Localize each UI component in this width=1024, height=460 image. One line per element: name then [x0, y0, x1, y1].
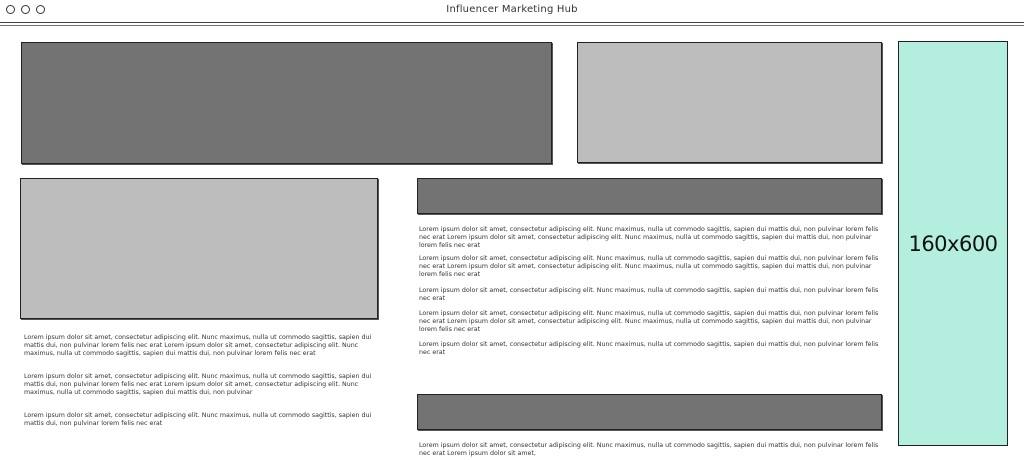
left-paragraph: Lorem ipsum dolor sit amet, consectetur adipiscing elit. Nunc maximus, nulla ut commodo sagittis, sapien dui mattis dui, non pulvinar lorem felis nec erat Lorem ipsum dolor sit amet, consectetur adipiscing elit. Nunc maximus, nulla ut commodo sagittis, sapien dui mattis dui, non pulvinar lorem felis nec erat — [24, 334, 372, 357]
ad-placeholder-160x600 — [898, 41, 1008, 446]
hero-image-placeholder — [21, 42, 552, 164]
middle-paragraph: Lorem ipsum dolor sit amet, consectetur adipiscing elit. Nunc maximus, nulla ut commodo sagittis, sapien dui mattis dui, non pulvinar lorem felis nec erat Lorem ipsum dolor sit amet, consectetur adipiscing elit. Nunc maximus, nulla ut commodo sagittis, sapien dui mattis dui, non pulvinar lorem felis nec erat — [419, 255, 879, 278]
left-image-placeholder — [20, 178, 378, 319]
left-paragraph: Lorem ipsum dolor sit amet, consectetur adipiscing elit. Nunc maximus, nulla ut commodo sagittis, sapien dui mattis dui, non pulvinar lorem felis nec erat Lorem ipsum dolor sit amet, consectetur adipiscing elit. Nunc maximus, nulla ut commodo sagittis, sapien dui mattis dui, non pulvinar — [24, 373, 372, 396]
middle-paragraph: Lorem ipsum dolor sit amet, consectetur adipiscing elit. Nunc maximus, nulla ut commodo sagittis, sapien dui mattis dui, non pulvinar lorem felis nec erat Lorem ipsum dolor sit amet, consectetur adipiscing elit. Nunc maximus, nulla ut commodo sagittis, sapien dui mattis dui, non pulvinar lorem felis nec erat — [419, 310, 879, 333]
middle-paragraph: Lorem ipsum dolor sit amet, consectetur adipiscing elit. Nunc maximus, nulla ut commodo sagittis, sapien dui mattis dui, non pulvinar lorem felis nec erat Lorem ipsum dolor sit amet, consectetur adipiscing elit. Nunc maximus, nulla ut commodo sagittis, sapien dui mattis dui, non pulvinar lorem felis nec erat — [419, 226, 879, 249]
middle-paragraph: Lorem ipsum dolor sit amet, consectetur adipiscing elit. Nunc maximus, nulla ut commodo sagittis, sapien dui mattis dui, non pulvinar lorem felis nec erat — [419, 341, 879, 356]
middle-paragraph: Lorem ipsum dolor sit amet, consectetur adipiscing elit. Nunc maximus, nulla ut commodo sagittis, sapien dui mattis dui, non pulvinar lorem felis nec erat — [419, 287, 879, 302]
window-titlebar — [0, 0, 1024, 23]
window-title: Influencer Marketing Hub — [446, 4, 578, 15]
ad-size-label: 160x600 — [908, 231, 998, 256]
section-header-bar — [417, 178, 882, 214]
section-header-bar — [417, 394, 882, 430]
left-paragraph: Lorem ipsum dolor sit amet, consectetur adipiscing elit. Nunc maximus, nulla ut commodo sagittis, sapien dui mattis dui, non pulvinar lorem felis nec erat — [24, 412, 372, 427]
middle-paragraph: Lorem ipsum dolor sit amet, consectetur adipiscing elit. Nunc maximus, nulla ut commodo sagittis, sapien dui mattis dui, non pulvinar lorem felis nec erat Lorem ipsum dolor sit amet, — [419, 442, 879, 457]
top-right-image-placeholder — [577, 42, 882, 163]
